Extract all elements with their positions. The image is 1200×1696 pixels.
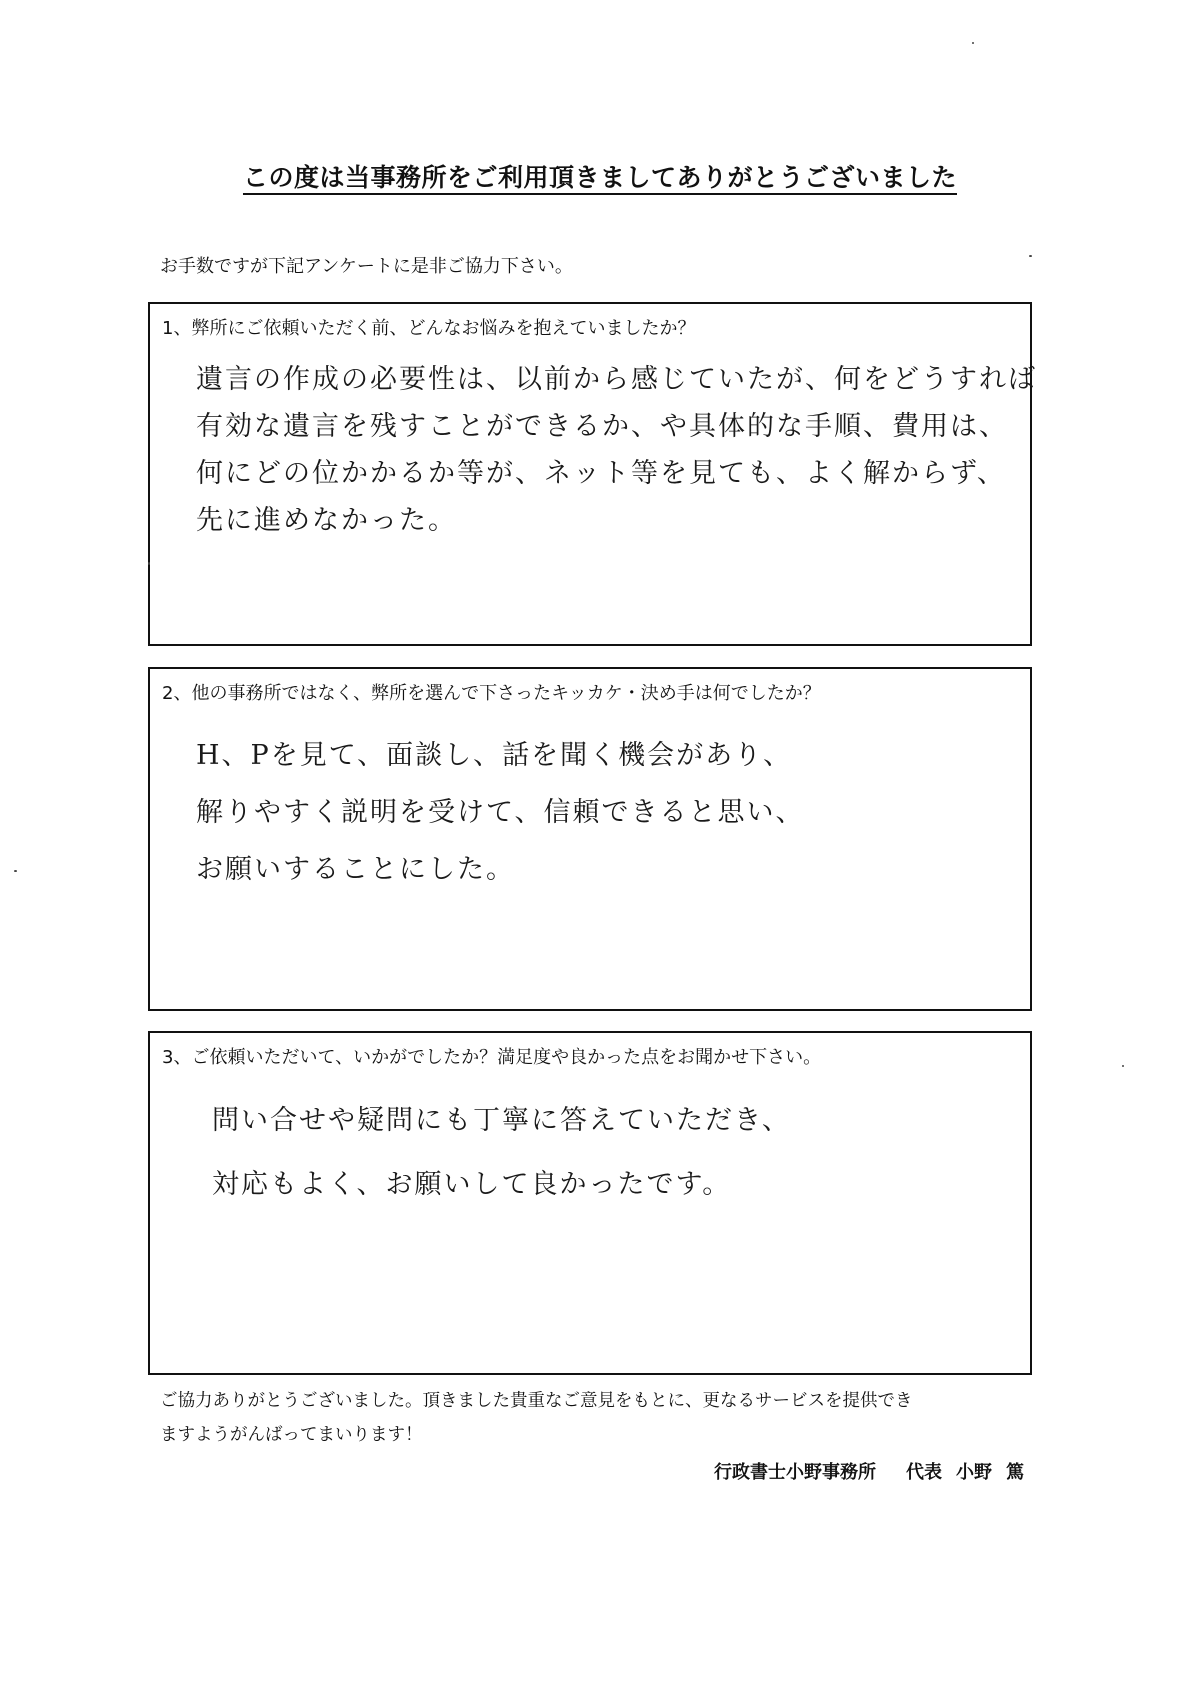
question-2-label: 2、他の事務所ではなく、弊所を選んで下さったキッカケ・決め手は何でしたか？ — [162, 683, 821, 704]
answer-3 — [212, 1089, 791, 1217]
answer-line: 有効な遺言を残すことができるか、や具体的な手順、費用は、 — [196, 411, 1008, 442]
scan-speck — [972, 42, 974, 44]
question-1-label: 1、弊所にご依頼いただく前、どんなお悩みを抱えていましたか？ — [162, 318, 696, 339]
signature — [714, 1458, 1024, 1484]
question-box-3 — [148, 1031, 1032, 1375]
scan-speck — [1122, 1065, 1124, 1067]
representative-role: 代表 — [906, 1462, 942, 1483]
closing-line-1: ご協力ありがとうございました。頂きました貴重なご意見をもとに、更なるサービスを提供でき — [160, 1391, 913, 1411]
closing-line-2: ますようがんばってまいります！ — [160, 1425, 423, 1445]
question-3-label: 3、ご依頼いただいて、いかがでしたか？満足度や良かった点をお聞かせ下さい。 — [162, 1047, 822, 1068]
closing-message — [160, 1384, 1040, 1452]
answer-2 — [196, 727, 804, 898]
answer-1 — [196, 356, 1037, 544]
intro-text: お手数ですが下記アンケートに是非ご協力下さい。 — [160, 256, 573, 277]
question-box-1 — [148, 302, 1037, 646]
answer-line: 先に進めなかった。 — [196, 505, 457, 536]
answer-line: 問い合せや疑問にも丁寧に答えていただき、 — [212, 1105, 791, 1136]
answer-line: 解りやすく説明を受けて、信頼できると思い、 — [196, 797, 805, 828]
answer-line: H、Pを見て、面談し、話を聞く機会があり、 — [196, 740, 793, 771]
survey-title: この度は当事務所をご利用頂きましてありがとうございました — [242, 163, 957, 192]
representative-surname: 小野 — [956, 1462, 992, 1483]
office-name: 行政書士小野事務所 — [714, 1462, 876, 1483]
representative-given-name: 篤 — [1006, 1462, 1024, 1483]
answer-line: お願いすることにした。 — [196, 854, 515, 885]
answer-line: 何にどの位かかるか等が、ネット等を見ても、よく解からず、 — [196, 458, 1006, 489]
answer-line: 遺言の作成の必要性は、以前から感じていたが、何をどうすれば — [196, 364, 1037, 395]
answer-line: 対応もよく、お願いして良かったです。 — [212, 1169, 732, 1200]
scan-speck — [148, 562, 150, 565]
question-box-2 — [148, 667, 1032, 1011]
scan-speck — [14, 870, 17, 872]
scan-speck — [1029, 255, 1032, 257]
